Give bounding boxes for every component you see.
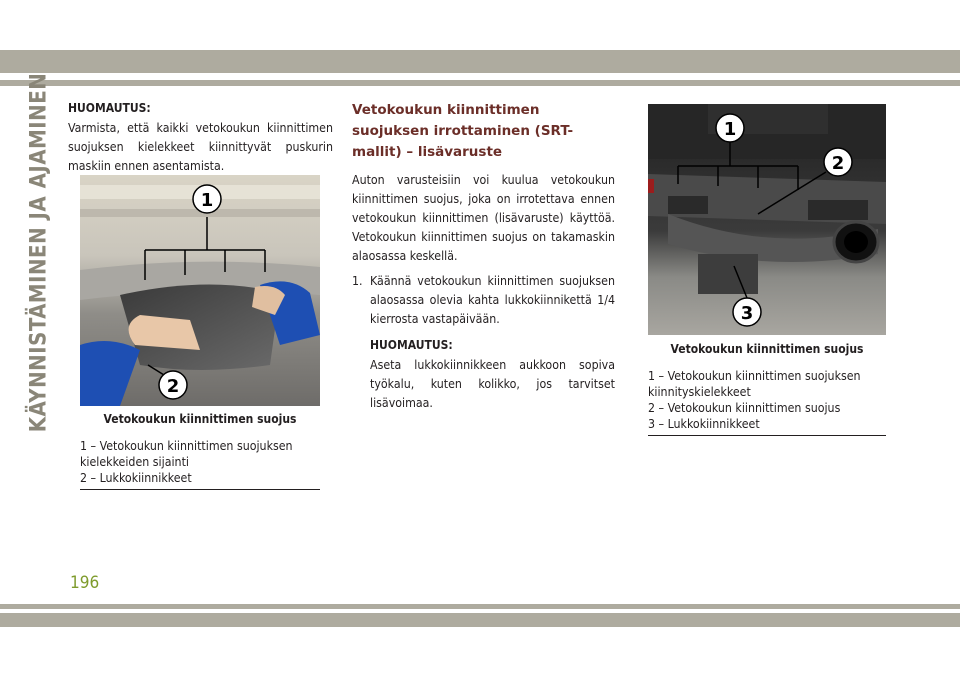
figure1-callout-1: 1: [200, 190, 214, 211]
figure2-legend-item: 1 – Vetokoukun kiinnittimen suojuksen kiinnityskielekkeet: [648, 369, 861, 399]
figure2-legend-item: 2 – Vetokoukun kiinnittimen suojus: [648, 401, 841, 415]
figure2-callout-3: 3: [740, 303, 754, 324]
figure-hitch-cover-install-photo: [80, 175, 320, 406]
note-text: Varmista, että kaikki vetokoukun kiinnittimen suojuksen kielekkeet kiinnittyvät puskurin maskiin ennen asentamista.: [68, 121, 333, 173]
figure2-caption: Vetokoukun kiinnittimen suojus: [670, 342, 864, 356]
intro-text: Auton varusteisiin voi kuulua vetokoukun kiinnittimen suojus, joka on irrotettava ennen vetokoukun kiinnittimen (lisävaruste) käyttöä. Vetokoukun kiinnittimen suojus on takamaskin alaosassa keskellä.: [352, 173, 615, 263]
step-number: 1.: [352, 274, 363, 288]
bottom-band: [0, 613, 960, 627]
figure1-caption: Vetokoukun kiinnittimen suojus: [103, 412, 297, 426]
figure2-legend: [648, 368, 886, 436]
figure1-legend-item: 2 – Lukkokiinnikkeet: [80, 471, 192, 485]
photo-illustration: [648, 104, 886, 335]
section-heading: Vetokoukun kiinnittimen suojuksen irrottaminen (SRT-mallit) – lisävaruste: [352, 102, 574, 160]
figure1-legend: [80, 438, 320, 490]
bottom-rule: [0, 604, 960, 609]
step-1: [352, 272, 615, 413]
column-left: [68, 100, 333, 176]
step-text: Käännä vetokoukun kiinnittimen suojuksen alaosassa olevia kahta lukkokiinnikettä 1/4 kierrosta vastapäivään.: [370, 274, 615, 326]
section-side-tab: [22, 72, 56, 432]
figure1-legend-item: 1 – Vetokoukun kiinnittimen suojuksen kielekkeiden sijainti: [80, 439, 293, 469]
note-heading: HUOMAUTUS:: [68, 101, 151, 115]
top-rule: [0, 80, 960, 86]
figure2-legend-item: 3 – Lukkokiinnikkeet: [648, 417, 760, 431]
figure-hitch-cover-location-photo: [648, 104, 886, 335]
photo-illustration: [80, 175, 320, 406]
figure2-callout-2: 2: [831, 153, 845, 174]
figure1-callout-2: 2: [166, 376, 180, 397]
top-band: [0, 50, 960, 73]
step-note-text: Aseta lukkokiinnikkeen aukkoon sopiva työkalu, kuten kolikko, jos tarvitset lisävoimaa.: [370, 358, 615, 410]
step-note-heading: HUOMAUTUS:: [370, 338, 453, 352]
page-number: 196: [70, 573, 100, 593]
section-side-tab-label: KÄYNNISTÄMINEN JA AJAMINEN: [26, 72, 52, 432]
figure2-callout-1: 1: [723, 119, 737, 140]
column-middle: [352, 100, 615, 413]
